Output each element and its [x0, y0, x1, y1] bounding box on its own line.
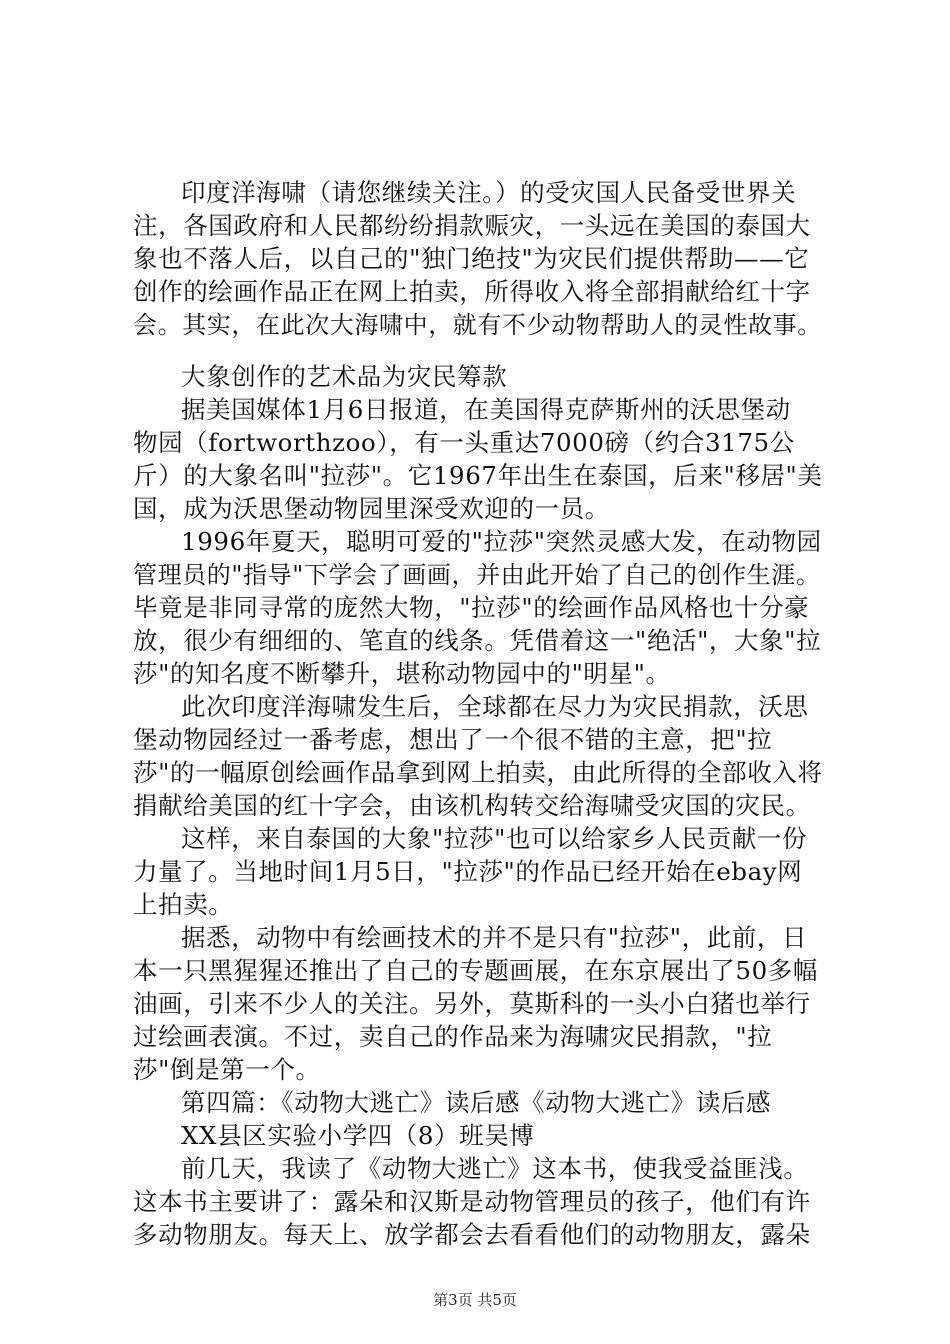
text-line: 据悉，动物中有绘画技术的并不是只有"拉莎"，此前，日 — [181, 923, 808, 952]
text-line: 象也不落人后，以自己的"独门绝技"为灾民们提供帮助——它 — [133, 244, 810, 273]
text-line: 据美国媒体1月6日报道，在美国得克萨斯州的沃思堡动 — [181, 395, 791, 424]
text-line: 上拍卖。 — [133, 890, 234, 919]
text-line: 第四篇：《动物大逃亡》读后感《动物大逃亡》读后感 — [181, 1088, 772, 1117]
text-line: 1996年夏天，聪明可爱的"拉莎"突然灵感大发，在动物园 — [181, 527, 822, 556]
page-footer: 第3页 共5页 — [433, 1291, 517, 1309]
text-line: 注，各国政府和人民都纷纷捐款赈灾，一头远在美国的泰国大 — [133, 211, 811, 240]
text-line: XX县区实验小学四（8）班吴博 — [181, 1121, 535, 1150]
text-line: 油画，引来不少人的关注。另外，莫斯科的一头小白猪也举行 — [133, 989, 811, 1018]
text-line: 斤）的大象名叫"拉莎"。它1967年出生在泰国，后来"移居"美 — [133, 461, 823, 490]
text-line: 莎"的一幅原创绘画作品拿到网上拍卖，由此所得的全部收入将 — [133, 758, 823, 787]
text-line: 这本书主要讲了：露朵和汉斯是动物管理员的孩子，他们有许 — [133, 1187, 811, 1216]
text-line: 管理员的"指导"下学会了画画，并由此开始了自己的创作生涯。 — [133, 561, 821, 589]
text-line: 多动物朋友。每天上、放学都会去看看他们的动物朋友，露朵 — [133, 1220, 811, 1249]
text-line: 本一只黑猩猩还推出了自己的专题画展，在东京展出了50多幅 — [133, 956, 818, 985]
text-line: 这样，来自泰国的大象"拉莎"也可以给家乡人民贡献一份 — [181, 824, 808, 853]
text-line: 过绘画表演。不过，卖自己的作品来为海啸灾民捐款，"拉 — [133, 1022, 773, 1051]
text-line: 毕竟是非同寻常的庞然大物，"拉莎"的绘画作品风格也十分豪 — [133, 593, 810, 622]
text-line: 莎"的知名度不断攀升，堪称动物园中的"明星"。 — [133, 659, 671, 688]
text-line: 此次印度洋海啸发生后，全球都在尽力为灾民捐款，沃思 — [181, 692, 809, 721]
text-line: 放，很少有细细的、笔直的线条。凭借着这一"绝活"，大象"拉 — [133, 626, 822, 655]
text-line: 大象创作的艺术品为灾民筹款 — [181, 362, 508, 391]
text-line: 创作的绘画作品正在网上拍卖，所得收入将全部捐献给红十字 — [133, 277, 811, 306]
text-line: 堡动物园经过一番考虑，想出了一个很不错的主意，把"拉 — [133, 725, 773, 754]
text-line: 捐献给美国的红十字会，由该机构转交给海啸受灾国的灾民。 — [133, 791, 811, 820]
text-line: 会。其实，在此次大海啸中，就有不少动物帮助人的灵性故事。 — [133, 311, 822, 339]
text-line: 前几天，我读了《动物大逃亡》这本书，使我受益匪浅。 — [181, 1154, 809, 1183]
text-line: 印度洋海啸（请您继续关注。）的受灾国人民备受世界关 — [181, 178, 797, 207]
text-line: 国，成为沃思堡动物园里深受欢迎的一员。 — [133, 494, 610, 523]
text-line: 力量了。当地时间1月5日，"拉莎"的作品已经开始在ebay网 — [133, 857, 803, 886]
text-line: 莎"倒是第一个。 — [133, 1055, 321, 1084]
text-line: 物园（fortworthzoo），有一头重达7000磅（约合3175公 — [133, 428, 795, 457]
